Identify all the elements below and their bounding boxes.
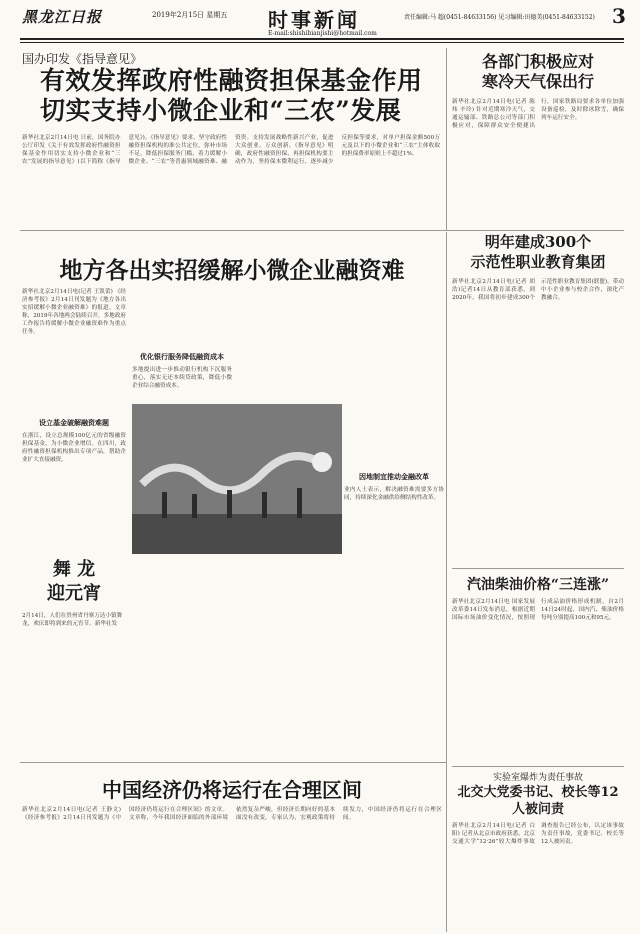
lead-kicker: 国办印发《指导意见》 xyxy=(22,52,143,66)
diesel-headline: 汽油柴油价格“三连涨” xyxy=(466,577,610,593)
relief-body-4: 业内人士表示，解决融资难需要多方协同，持续深化金融供给侧结构性改革。 xyxy=(344,487,444,501)
column-divider xyxy=(446,48,447,230)
relief-body: 新华社北京2月14日电(记者 王凯蕾) 《经济参考报》2月14日刊发题为《地方各出实招缓解小微企业融资难》的报道。文章称，2019年各地两会陆续召开，多地政府工作报告将缓解小微企业融资难作为重点任务。 xyxy=(22,289,126,335)
relief-col-1 xyxy=(22,288,126,552)
relief-col-3 xyxy=(238,288,338,378)
section-title: 时事新闻 xyxy=(268,8,360,32)
relief-col3-filler xyxy=(238,288,338,378)
lead-body: 新华社北京2月14日电 日前，国务院办公厅印发《关于有效发挥政府性融资担保基金作用切实支持小微企业和“三农”发展的指导意见》(以下简称《指导意见》)。《指导意见》要求，坚守政府性融资担保机构的准公共定位，弥补市场不足，降低担保服务门槛，着力缓解小微企业、“三农”等普惠领域融资难、融资贵。支持发展战略性新兴产业，促进大众创业、万众创新。《指导意见》明确，政府性融资担保、再担保机构要主动作为，坚持保本微利运行，逐步减少反担保等要求，对单户担保金额500万元及以下的小微企业和“三农”主体收取的担保费率原则上不超过1%。 xyxy=(22,135,440,165)
issue-date: 2019年2月15日 星期五 xyxy=(152,11,228,19)
relief-subhead-1: 设立基金破解融资难题 xyxy=(39,418,109,427)
photo-title xyxy=(22,558,126,606)
bjtu-body: 新华社北京2月14日电(记者 白阳) 记者从北京市政府获悉，北京交通大学“12·26”较大爆炸事故调查报告已经公布，认定该事故为责任事故，党委书记、校长等12人被问责。 xyxy=(452,823,624,845)
photo-title-line2: 迎元宵 xyxy=(47,583,101,604)
right-column-divider xyxy=(446,232,447,932)
lead-headline xyxy=(40,66,423,126)
section-divider xyxy=(20,230,624,231)
editor-credits: 责任编辑:马 超(0451-84633156) 见习编辑:田德美(0451-84633152) xyxy=(404,14,595,21)
masthead: 黑龙江日报 xyxy=(22,8,103,26)
vocational-headline xyxy=(452,232,624,272)
dragon-dance-image xyxy=(132,404,342,554)
lead-headline-line2: 切实支持小微企业和“三农”发展 xyxy=(40,96,402,125)
header-rule xyxy=(20,38,624,40)
bjtu-divider xyxy=(452,766,624,767)
relief-col-4 xyxy=(344,288,444,556)
diesel-divider xyxy=(452,568,624,569)
photo-title-line1: 舞 龙 xyxy=(52,559,96,580)
lead-headline-line1: 有效发挥政府性融资担保基金作用 xyxy=(40,66,423,95)
economy-divider xyxy=(20,762,446,763)
cold-wave-body: 新华社北京2月14日电(记者 陈 炜 辛玲) 针对近期寒冷天气，交通运输部、铁路总公司等部门积极应对，保障群众安全便捷出行。国家铁路局要求各单位加强设备巡检，及时除冰除雪，确保列车运行安全。 xyxy=(452,99,624,129)
relief-subhead-3: 因地制宜推动金融改革 xyxy=(359,472,429,481)
relief-body-2: 在浙江，设立总规模100亿元的省级融资担保基金，为小微企业增信。在四川，政府性融资担保机构推出专项产品，帮助企业扩大直接融资。 xyxy=(22,433,126,463)
page-number: 3 xyxy=(612,4,626,28)
vocational-body: 新华社北京2月14日电(记者 胡浩)记者14日从教育部获悉，到2020年，我国将初步建成300个示范性职业教育集团(联盟)，带动中小企业参与校企合作，深化产教融合。 xyxy=(452,279,624,301)
cold-wave-headline xyxy=(452,52,624,92)
vocational-headline-line1: 明年建成300个 xyxy=(484,233,592,251)
section-email: E-mail:shishibianjishi@hotmail.com xyxy=(268,30,377,37)
vocational-headline-line2: 示范性职业教育集团 xyxy=(470,253,606,271)
relief-headline: 地方各出实招缓解小微企业融资难 xyxy=(59,257,405,284)
economy-headline: 中国经济仍将运行在合理区间 xyxy=(102,778,362,802)
bjtu-kicker: 实验室爆炸为责任事故 xyxy=(492,773,583,783)
diesel-body: 新华社北京2月14日电 国家发展改革委14日发布消息，根据近期国际市场油价变化情况，按照现行成品油价格形成机制，自2月14日24时起，国内汽、柴油价格每吨分别提高100元和95元。 xyxy=(452,599,624,621)
relief-col4-filler xyxy=(344,288,444,468)
header-rule-thin xyxy=(20,42,624,43)
photo-caption: 2月14日，人们在贵州省丹寨万达小镇舞龙，欢庆即将到来的元宵节。新华社发 xyxy=(22,613,123,627)
bjtu-headline: 北交大党委书记、校长等12人被问责 xyxy=(457,785,619,817)
cold-wave-headline-line1: 各部门积极应对 xyxy=(481,52,594,71)
economy-body: 新华社北京2月14日电(记者 王静文) 《经济参考报》2月14日刊发题为《中国经济仍将运行在合理区间》的文章。文章称，今年我国经济面临的外部环境依然复杂严峻，但经济长期向好的基本面没有改变。专家认为，宏观政策将持续发力，中国经济仍将运行在合理区间。 xyxy=(22,807,442,821)
cold-wave-headline-line2: 寒冷天气保出行 xyxy=(481,72,594,91)
relief-body-3: 多地提出进一步推动银行机构下沉服务重心，落实无还本续贷政策，降低小微企业综合融资成本。 xyxy=(132,367,232,389)
dragon-dance-photo xyxy=(132,404,342,554)
photo-caption-block xyxy=(22,558,126,628)
relief-body-filler xyxy=(132,288,232,348)
relief-subhead-2: 优化银行服务降低融资成本 xyxy=(140,352,224,361)
